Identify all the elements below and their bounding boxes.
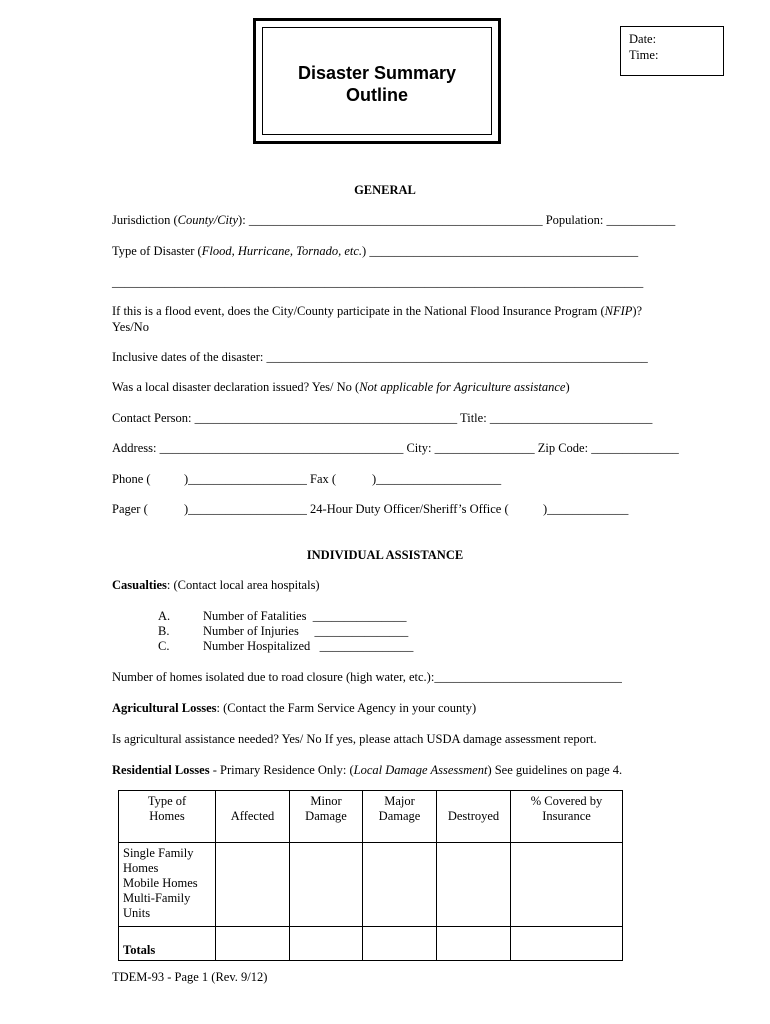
jurisdiction-line: Jurisdiction (County/City): _______________________________________________ Population: ___________ bbox=[112, 213, 676, 227]
header-type-of-homes: Type of Homes bbox=[119, 791, 216, 843]
totals-row bbox=[119, 927, 623, 961]
isolated-homes-field[interactable]: ______________________________ bbox=[434, 670, 622, 684]
totals-minor-cell[interactable] bbox=[290, 927, 363, 961]
disaster-type-line: Type of Disaster (Flood, Hurricane, Tornado, etc.) ___________________________________________ bbox=[112, 244, 639, 258]
title-field[interactable]: __________________________ bbox=[489, 411, 653, 425]
hospitalized-field[interactable]: _______________ bbox=[319, 639, 414, 653]
major-damage-cell[interactable] bbox=[363, 843, 437, 927]
header-minor-damage: Minor Damage bbox=[290, 791, 363, 843]
city-field[interactable]: ________________ bbox=[434, 441, 535, 455]
isolated-homes-line: Number of homes isolated due to road closure (high water, etc.):______________________________ bbox=[112, 670, 622, 684]
dates-field[interactable]: _____________________________________________________________ bbox=[266, 350, 648, 364]
header-affected: Affected bbox=[216, 791, 290, 843]
document-title bbox=[263, 62, 491, 106]
totals-insurance-cell[interactable] bbox=[511, 927, 623, 961]
minor-damage-cell[interactable] bbox=[290, 843, 363, 927]
address-line: Address: _______________________________________ City: ________________ Zip Code: ______________ bbox=[112, 441, 679, 455]
totals-major-cell[interactable] bbox=[363, 927, 437, 961]
date-label: Date: bbox=[629, 32, 657, 46]
pager-label: Pager ( bbox=[112, 502, 148, 516]
destroyed-cell[interactable] bbox=[437, 843, 511, 927]
insurance-cell[interactable] bbox=[511, 843, 623, 927]
fax-field[interactable]: ____________________ bbox=[376, 472, 502, 486]
phone-line: )___________________ Fax ( bbox=[184, 472, 337, 486]
agricultural-losses-line: Agricultural Losses: (Contact the Farm Service Agency in your county) bbox=[112, 701, 477, 715]
injuries-line: Number of Injuries _______________ bbox=[203, 624, 409, 638]
residential-losses-table bbox=[118, 790, 623, 961]
pager-line: )___________________ 24-Hour Duty Officer/Sheriff’s Office ( bbox=[184, 502, 509, 516]
casualty-letter-b: B. bbox=[158, 624, 170, 638]
time-label: Time: bbox=[629, 48, 659, 62]
row-labels-cell bbox=[119, 843, 216, 927]
general-heading: GENERAL bbox=[354, 183, 416, 197]
row-label-multi-family: Multi-Family Units bbox=[123, 891, 191, 920]
flood-question: If this is a flood event, does the City/County participate in the National Flood Insurance Program (NFIP)? bbox=[112, 304, 643, 318]
disaster-type-field[interactable]: ___________________________________________ bbox=[369, 244, 639, 258]
jurisdiction-field[interactable]: _______________________________________________ bbox=[248, 213, 543, 227]
hospitalized-line: Number Hospitalized _______________ bbox=[203, 639, 414, 653]
row-label-single-family: Single Family Homes bbox=[123, 846, 194, 875]
disaster-type-continuation-field[interactable]: _____________________________________________________________________________________ bbox=[112, 275, 644, 289]
phone-field[interactable]: ___________________ bbox=[188, 472, 307, 486]
header-major-damage: Major Damage bbox=[363, 791, 437, 843]
title-box bbox=[253, 18, 501, 144]
table-header-row bbox=[119, 791, 623, 843]
totals-affected-cell[interactable] bbox=[216, 927, 290, 961]
pager-field[interactable]: ___________________ bbox=[188, 502, 307, 516]
residential-losses-line: Residential Losses - Primary Residence Only: (Local Damage Assessment) See guidelines on page 4. bbox=[112, 763, 623, 777]
phone-label: Phone ( bbox=[112, 472, 151, 486]
contact-person-field[interactable]: __________________________________________ bbox=[194, 411, 458, 425]
individual-assistance-heading: INDIVIDUAL ASSISTANCE bbox=[306, 548, 464, 562]
casualty-letter-a: A. bbox=[158, 609, 171, 623]
fatalities-line: Number of Fatalities _______________ bbox=[203, 609, 407, 623]
dates-line: Inclusive dates of the disaster: _____________________________________________________________ bbox=[112, 350, 648, 364]
injuries-field[interactable]: _______________ bbox=[314, 624, 409, 638]
duty-line: )_____________ bbox=[543, 502, 629, 516]
title-box-inner bbox=[262, 27, 492, 135]
fax-line: )____________________ bbox=[372, 472, 502, 486]
totals-destroyed-cell[interactable] bbox=[437, 927, 511, 961]
title-line-1: Disaster Summary bbox=[297, 63, 457, 83]
casualties-line: Casualties: (Contact local area hospitals) bbox=[112, 578, 320, 592]
population-field[interactable]: ___________ bbox=[606, 213, 676, 227]
agricultural-assistance-question: Is agricultural assistance needed? Yes/ No If yes, please attach USDA damage assessment report. bbox=[112, 732, 597, 746]
header-insurance: % Covered by Insurance bbox=[511, 791, 623, 843]
fatalities-field[interactable]: _______________ bbox=[312, 609, 407, 623]
declaration-question: Was a local disaster declaration issued? Yes/ No (Not applicable for Agriculture assistance) bbox=[112, 380, 570, 394]
flood-answer[interactable]: Yes/No bbox=[112, 320, 149, 334]
row-label-mobile-homes: Mobile Homes bbox=[123, 876, 198, 890]
date-time-box bbox=[620, 26, 724, 76]
title-line-2: Outline bbox=[346, 85, 408, 105]
casualty-letter-c: C. bbox=[158, 639, 170, 653]
header-destroyed: Destroyed bbox=[437, 791, 511, 843]
page-footer: TDEM-93 - Page 1 (Rev. 9/12) bbox=[112, 970, 268, 984]
zip-code-field[interactable]: ______________ bbox=[591, 441, 679, 455]
contact-line: Contact Person: __________________________________________ Title: __________________________ bbox=[112, 411, 653, 425]
totals-label: Totals bbox=[119, 927, 216, 961]
address-field[interactable]: _______________________________________ bbox=[159, 441, 404, 455]
affected-cell[interactable] bbox=[216, 843, 290, 927]
table-row bbox=[119, 843, 623, 927]
duty-officer-field[interactable]: _____________ bbox=[547, 502, 629, 516]
